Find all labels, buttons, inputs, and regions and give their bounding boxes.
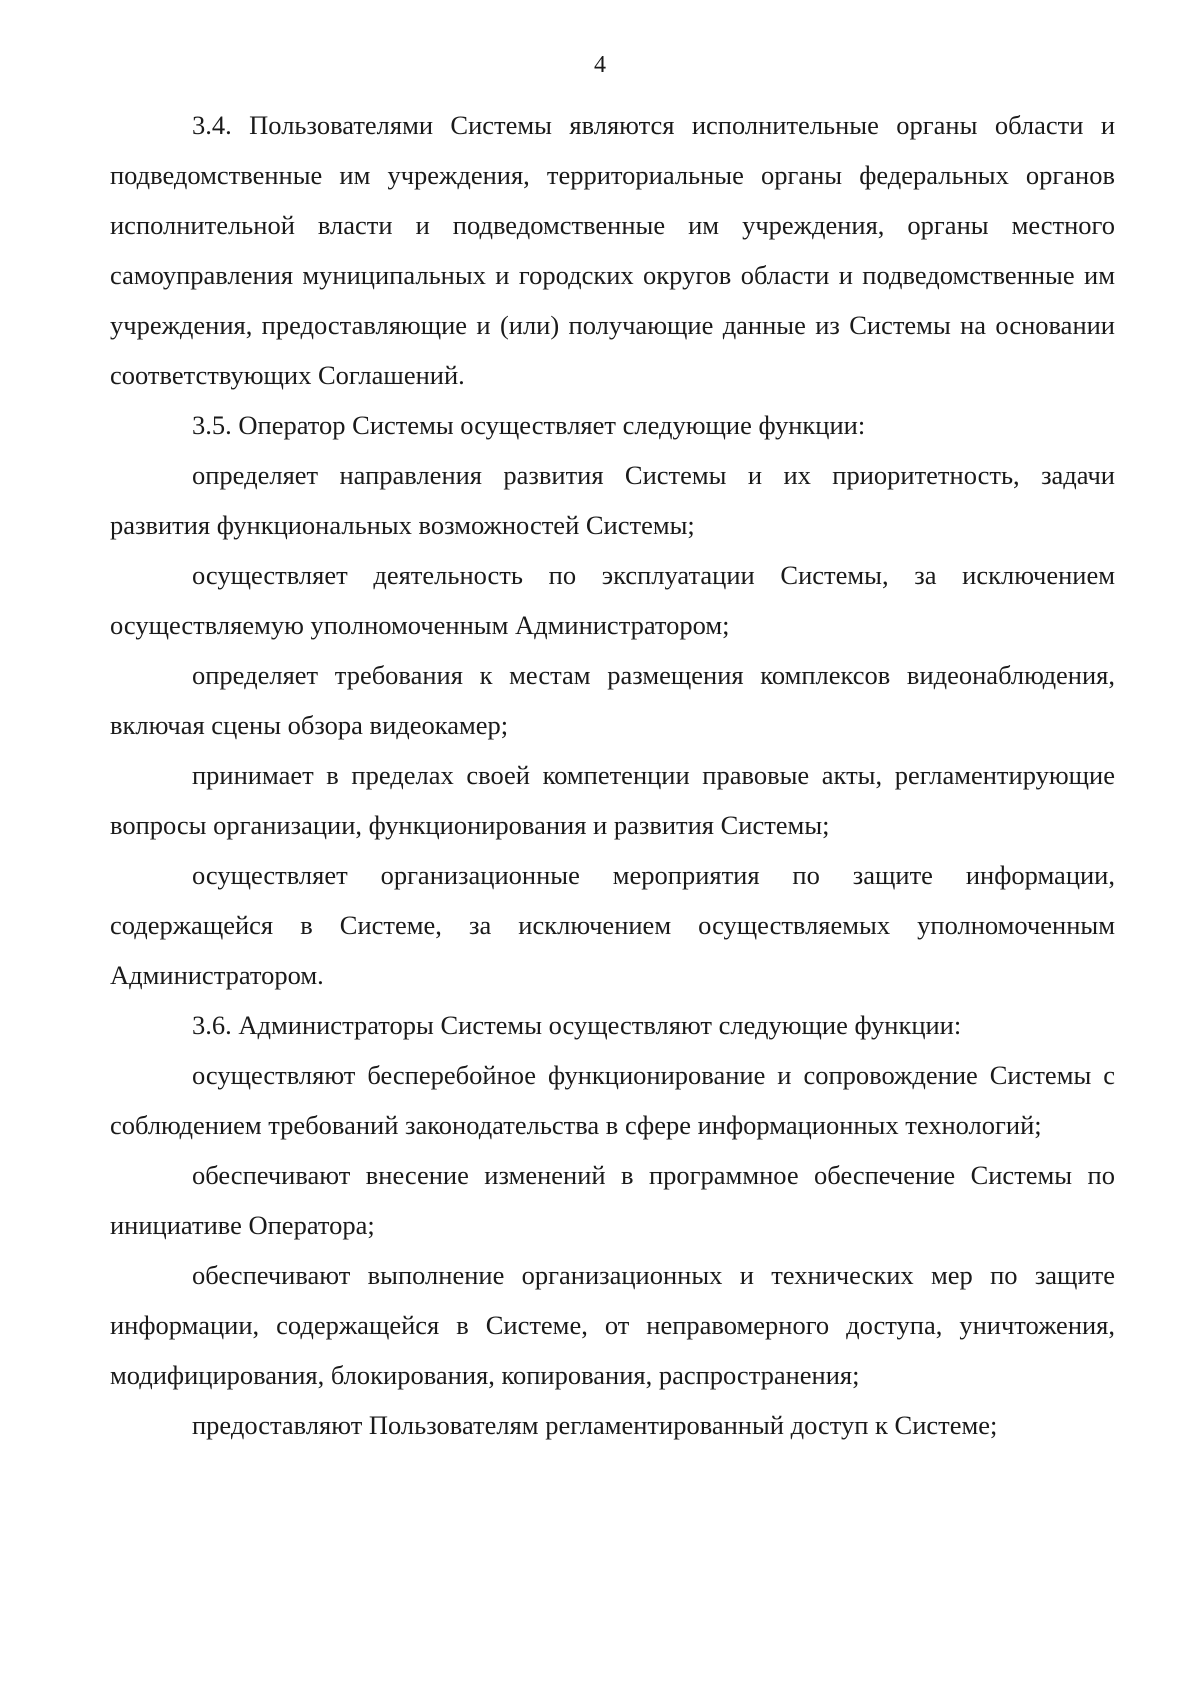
admin-function-maintenance: осуществляют бесперебойное функционирование и сопровождение Системы с соблюдением требований законодательства в сфере информационных технологий; — [110, 1060, 1115, 1140]
document-body — [110, 100, 1115, 1450]
operator-function-development: определяет направления развития Системы и их приоритетность, задачи развития функциональных возможностей Системы; — [110, 460, 1115, 540]
paragraph-3-6-admin-functions: 3.6. Администраторы Системы осуществляют следующие функции: — [192, 1010, 962, 1040]
paragraph-3-5-operator-functions: 3.5. Оператор Системы осуществляет следующие функции: — [192, 410, 866, 440]
operator-function-info-protection: осуществляет организационные мероприятия по защите информации, содержащейся в Системе, за исключением осуществляемых уполномоченным Администратором. — [110, 860, 1115, 990]
admin-function-software-changes: обеспечивают внесение изменений в программное обеспечение Системы по инициативе Оператора; — [110, 1160, 1115, 1240]
operator-function-operation: осуществляет деятельность по эксплуатации Системы, за исключением осуществляемую уполномоченным Администратором; — [110, 560, 1115, 640]
paragraph-3-4-users: 3.4. Пользователями Системы являются исполнительные органы области и подведомственные им учреждения, территориальные органы федеральных органов исполнительной власти и подведомственные им учреждения, органы местного самоуправления муниципальных и городских округов области и подведомственные им учреждения, предоставляющие и (или) получающие данные из Системы на основании соответствующих Соглашений. — [110, 110, 1115, 390]
admin-function-user-access: предоставляют Пользователям регламентированный доступ к Системе; — [192, 1410, 998, 1440]
page-number: 4 — [594, 52, 606, 78]
admin-function-security-measures: обеспечивают выполнение организационных и технических мер по защите информации, содержащейся в Системе, от неправомерного доступа, уничтожения, модифицирования, блокирования, копирования, распространения; — [110, 1260, 1115, 1390]
operator-function-camera-placement: определяет требования к местам размещения комплексов видеонаблюдения, включая сцены обзора видеокамер; — [110, 660, 1115, 740]
operator-function-legal-acts: принимает в пределах своей компетенции правовые акты, регламентирующие вопросы организации, функционирования и развития Системы; — [110, 760, 1115, 840]
